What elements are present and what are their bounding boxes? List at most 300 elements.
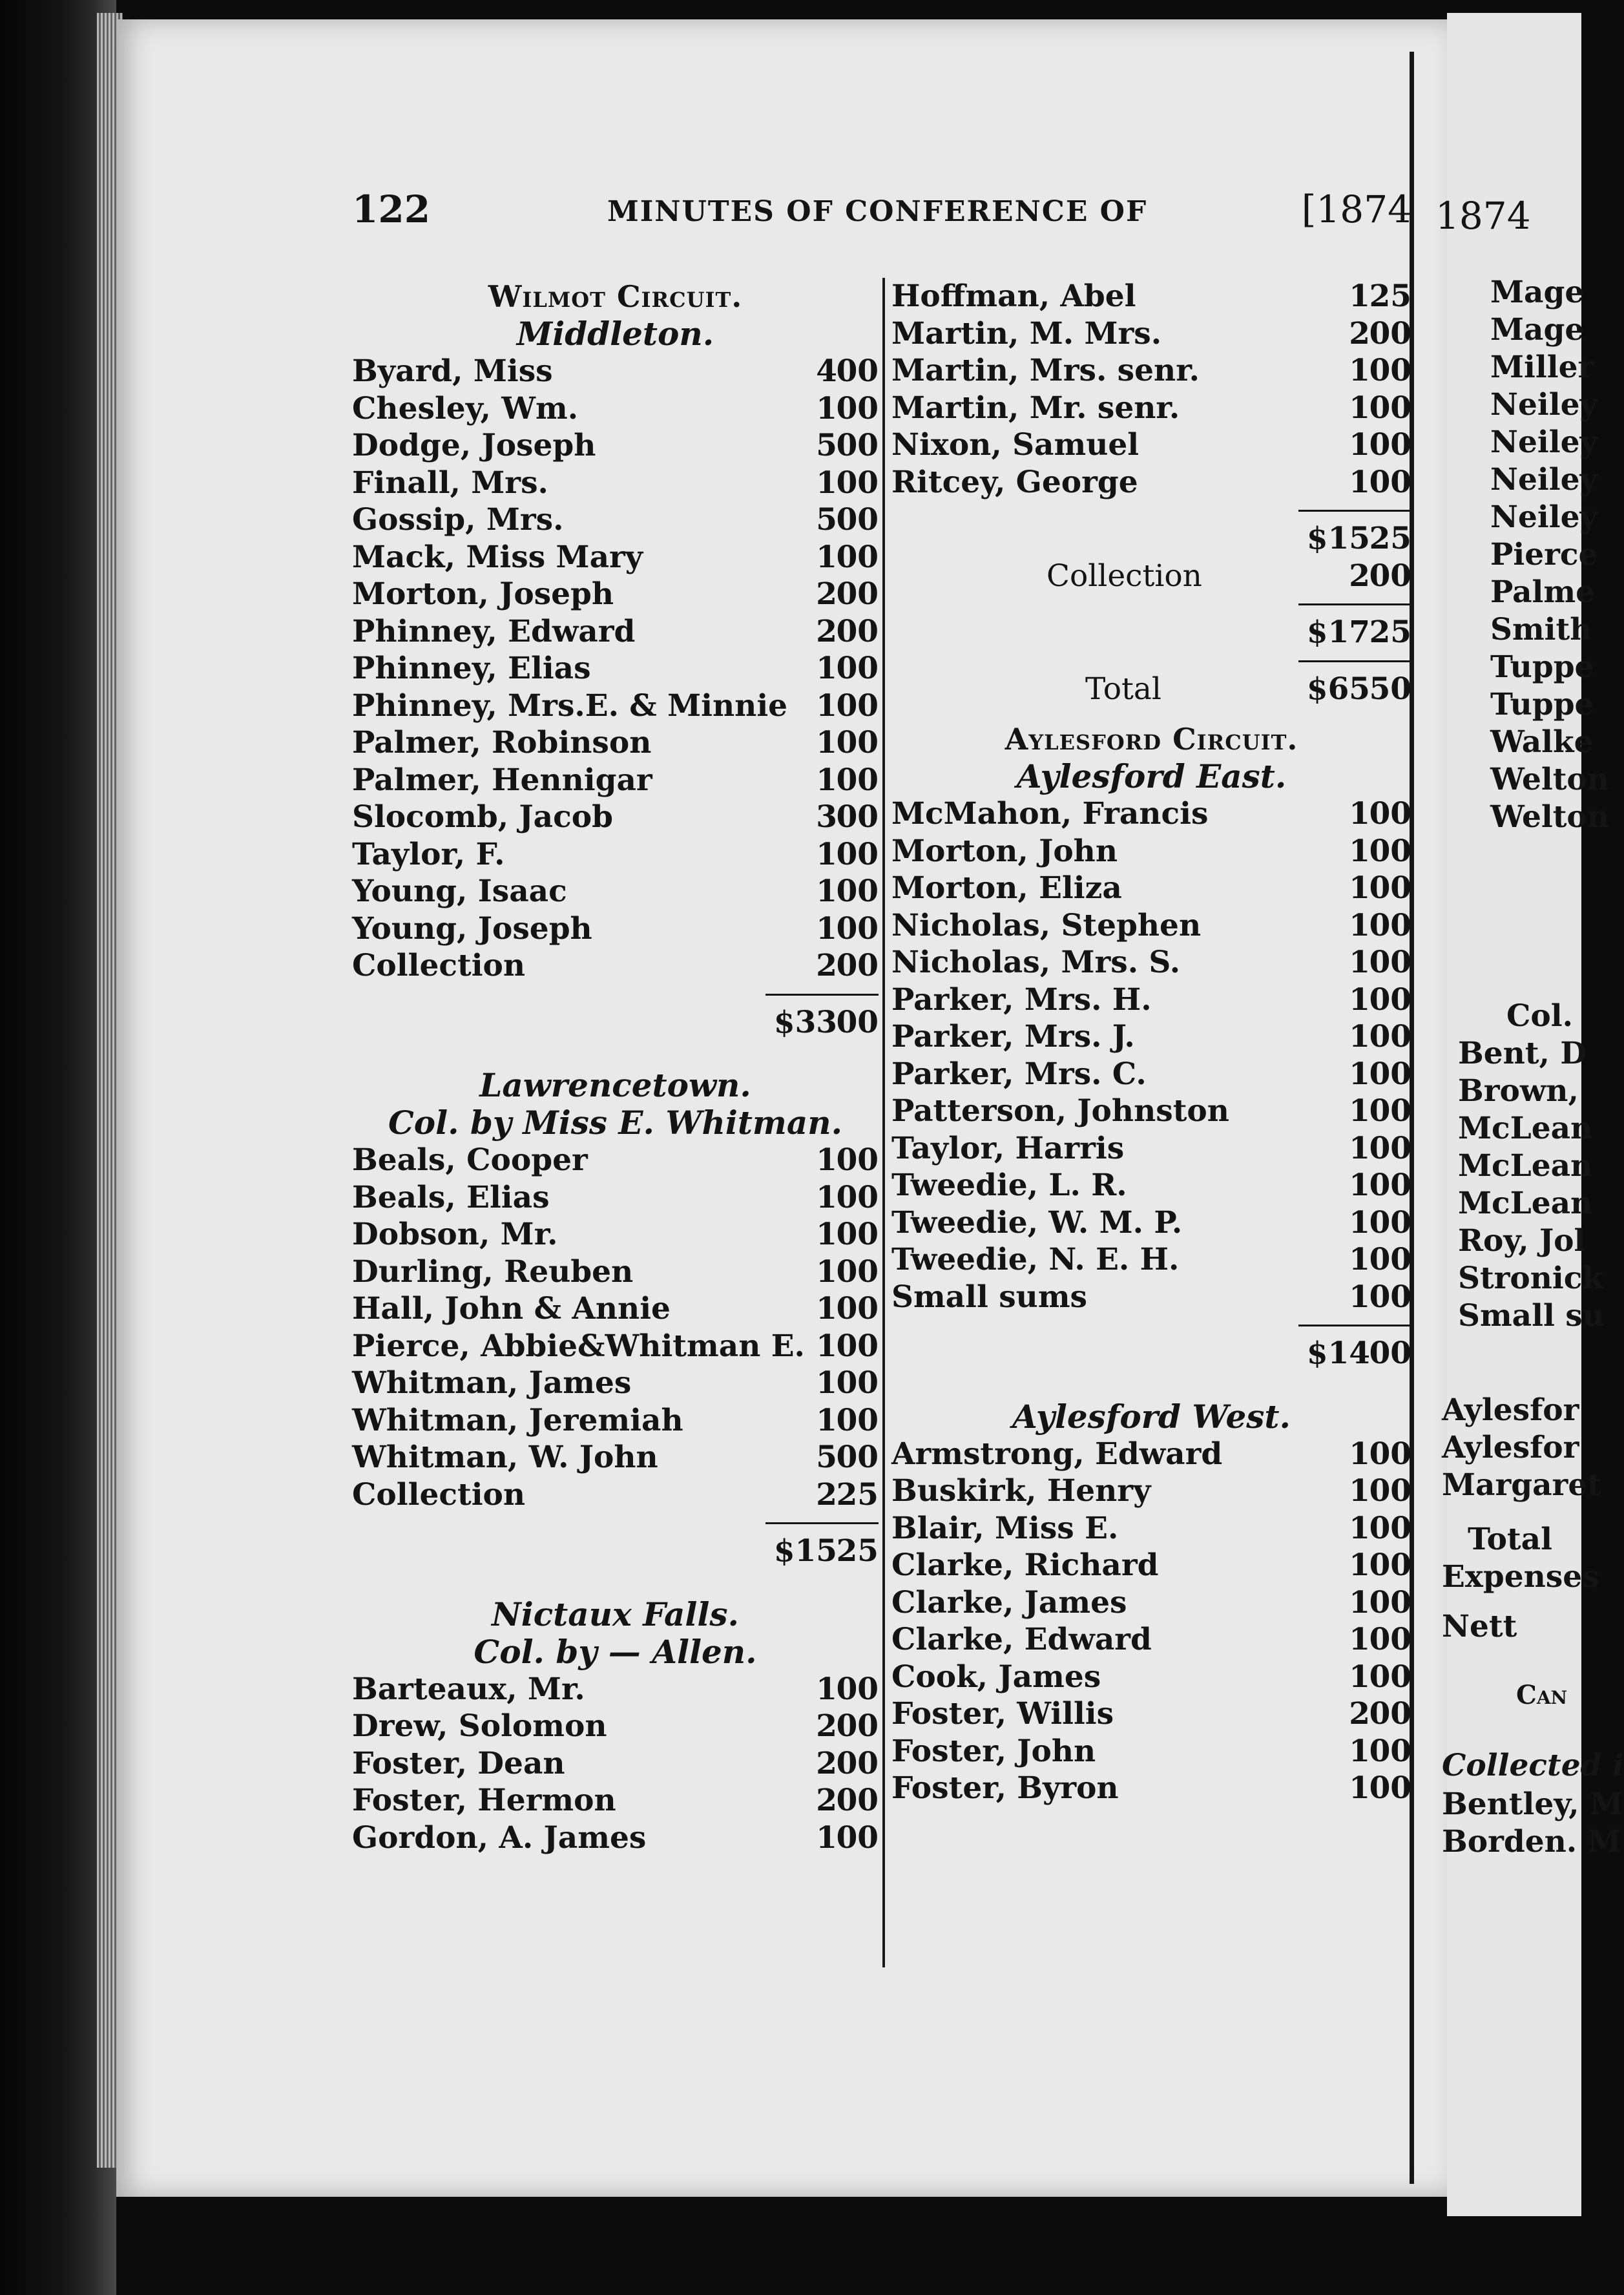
column-right — [891, 278, 1411, 1807]
amount-dollars: 5 — [816, 428, 837, 463]
facing-page-line: Neiley — [1490, 499, 1598, 535]
middleton-list — [352, 353, 879, 985]
amount-cents: 00 — [836, 1253, 879, 1290]
running-title: MINUTES OF CONFERENCE OF — [607, 195, 1148, 228]
section-total: $14 00 — [1306, 1336, 1411, 1371]
amount-cents: 00 — [836, 1819, 879, 1856]
contributor-name: Phinney, Mrs.E. & Minnie — [352, 687, 788, 724]
amount-dollars: 2 — [816, 1783, 837, 1818]
amount-cents: 00 — [1369, 390, 1411, 426]
facing-page-year: 1874 — [1435, 194, 1531, 238]
amount-dollars: 2 — [816, 1745, 837, 1781]
list-item — [352, 539, 879, 576]
collection-row: Collection 2 00 — [1046, 558, 1411, 594]
amount-cents: 00 — [1369, 1242, 1411, 1277]
amount-cents: 00 — [1369, 945, 1411, 980]
list-item — [891, 1695, 1411, 1733]
facing-page-line: Bentley, M — [1442, 1787, 1623, 1822]
list-item — [891, 944, 1411, 981]
contributor-name: Collection — [352, 948, 526, 983]
contributor-name: Palmer, Robinson — [352, 725, 652, 760]
amount-cents: 00 — [1369, 1547, 1411, 1583]
facing-page-line: Can — [1516, 1680, 1568, 1710]
aylesford-east-list — [891, 795, 1411, 1315]
contributor-name: Dodge, Joseph — [352, 428, 596, 463]
amount-cents: 00 — [836, 874, 879, 909]
amount-cents: 00 — [1369, 1770, 1411, 1806]
amount-dollars: 1 — [816, 687, 837, 724]
amount-dollars: 1 — [1349, 427, 1370, 463]
amount-cents: 00 — [836, 502, 879, 538]
contributor-name: Whitman, Jeremiah — [352, 1402, 683, 1438]
list-item — [891, 1018, 1411, 1056]
amount-cents: 00 — [836, 390, 879, 426]
section-total: $33 00 — [773, 1004, 879, 1040]
amount-cents: 00 — [836, 1783, 879, 1818]
amount-dollars: 1 — [1349, 945, 1370, 980]
amount-dollars: 1 — [1349, 833, 1370, 869]
list-item — [891, 1584, 1411, 1622]
amount-dollars: 1 — [816, 874, 837, 909]
contributor-name: Whitman, James — [352, 1365, 632, 1401]
amount-dollars: 1 — [816, 1142, 837, 1178]
contributor-name: Cook, James — [891, 1659, 1101, 1695]
contributor-name: Foster, John — [891, 1733, 1096, 1769]
amount-cents: 00 — [1369, 1056, 1411, 1092]
contributor-name: Phinney, Elias — [352, 651, 591, 686]
list-item — [352, 1782, 879, 1819]
list-item — [352, 465, 879, 502]
amount-dollars: 1 — [816, 1671, 837, 1707]
amount-cents: 00 — [836, 725, 879, 760]
amount-dollars: 1 — [816, 390, 837, 426]
amount-cents: 00 — [1369, 1696, 1411, 1732]
facing-page-line: McLean — [1458, 1148, 1593, 1184]
contributor-name: Tweedie, N. E. H. — [891, 1242, 1180, 1277]
facing-page-line: Welton — [1490, 762, 1609, 797]
amount-cents: 00 — [1369, 870, 1411, 906]
continued-list — [891, 278, 1411, 501]
facing-page-line: Stronick — [1458, 1261, 1603, 1296]
amount-dollars: 1 — [1349, 1622, 1370, 1657]
amount-cents: 00 — [836, 1745, 879, 1781]
facing-page-line: Neiley — [1490, 387, 1598, 423]
section-heading: Aylesford East. — [1016, 757, 1287, 795]
contributor-name: Ritcey, George — [891, 464, 1138, 500]
amount-cents: 00 — [1369, 1130, 1411, 1166]
amount-cents: 00 — [1369, 1436, 1411, 1472]
list-item — [352, 427, 879, 465]
contributor-name: Collection — [352, 1476, 526, 1513]
facing-page-line: Tuppe — [1490, 649, 1594, 685]
contributor-name: Young, Isaac — [352, 874, 567, 909]
contributor-name: Taylor, F. — [352, 836, 505, 872]
amount-cents: 00 — [836, 576, 879, 612]
lawrencetown-list — [352, 1142, 879, 1513]
contributor-name: Parker, Mrs. H. — [891, 981, 1152, 1018]
amount-dollars: 1 — [1349, 1204, 1370, 1241]
amount-cents: 00 — [836, 1365, 879, 1401]
amount-dollars: 2 — [816, 1708, 837, 1744]
contributor-name: Young, Joseph — [352, 910, 592, 947]
amount-cents: 00 — [836, 1291, 879, 1326]
list-item — [891, 1659, 1411, 1696]
facing-page-line: McLean — [1458, 1186, 1593, 1221]
section-heading: Lawrencetown. — [479, 1066, 751, 1104]
page-header — [352, 187, 1411, 239]
amount-dollars: 1 — [816, 1328, 837, 1364]
list-item — [352, 724, 879, 762]
amount-cents: 00 — [836, 1402, 879, 1438]
list-item — [891, 1056, 1411, 1093]
amount-dollars: 1 — [1349, 1733, 1370, 1769]
contributor-name: Drew, Solomon — [352, 1708, 607, 1744]
list-item — [352, 1216, 879, 1253]
amount-dollars: 1 — [816, 725, 837, 760]
facing-page-line: Total — [1468, 1522, 1552, 1557]
amount-cents: 00 — [836, 762, 879, 798]
list-item — [352, 1290, 879, 1328]
contributor-name: Foster, Dean — [352, 1745, 565, 1781]
list-item — [891, 1167, 1411, 1204]
circuit-heading: Wilmot Circuit. — [488, 279, 743, 314]
contributor-name: Nicholas, Stephen — [891, 907, 1202, 943]
facing-page-line: Palme — [1490, 574, 1596, 610]
amount-dollars: 2 — [816, 613, 837, 649]
amount-cents: 00 — [836, 465, 879, 501]
list-item — [891, 426, 1411, 464]
amount-dollars: 1 — [816, 539, 837, 575]
list-item — [891, 1733, 1411, 1770]
header-year: [1874 — [1301, 187, 1411, 231]
page-number: 122 — [352, 187, 431, 231]
contributor-name: Tweedie, W. M. P. — [891, 1204, 1183, 1241]
contributor-name: Tweedie, L. R. — [891, 1168, 1127, 1203]
list-item — [352, 687, 879, 725]
contributor-name: Clarke, Richard — [891, 1547, 1159, 1583]
amount-cents: 00 — [836, 948, 879, 983]
amount-cents: 00 — [836, 613, 879, 649]
amount-cents: 00 — [1369, 981, 1411, 1018]
amount-dollars: 1 — [816, 1402, 837, 1438]
sum-rule — [891, 594, 1411, 614]
amount-dollars: 1 — [1349, 1547, 1370, 1583]
amount-dollars: 1 — [1349, 278, 1370, 314]
amount-cents: 00 — [1369, 1168, 1411, 1203]
amount-dollars: 2 — [1349, 1696, 1370, 1732]
list-item — [891, 907, 1411, 945]
contributor-name: Armstrong, Edward — [891, 1436, 1223, 1472]
list-item — [352, 762, 879, 799]
amount-dollars: 1 — [1349, 1279, 1370, 1315]
amount-cents: 00 — [836, 836, 879, 872]
contributor-name: Mack, Miss Mary — [352, 539, 643, 575]
amount-cents: 25 — [1369, 278, 1411, 314]
amount-dollars: 2 — [816, 1476, 837, 1513]
amount-cents: 00 — [836, 539, 879, 575]
facing-page-line: Miller — [1490, 350, 1594, 385]
circuit-heading: Aylesford Circuit. — [1005, 722, 1298, 757]
contributor-name: Parker, Mrs. J. — [891, 1019, 1135, 1054]
facing-page-line: McLean — [1458, 1111, 1593, 1146]
facing-page-line: Small su — [1458, 1298, 1605, 1334]
amount-dollars: 1 — [816, 1253, 837, 1290]
facing-page-line: Pierce — [1490, 537, 1598, 572]
section-total: $15 25 — [773, 1533, 879, 1569]
amount-cents: 00 — [836, 1440, 879, 1475]
list-item — [891, 1130, 1411, 1168]
list-item — [352, 613, 879, 651]
amount-dollars: 1 — [816, 1365, 837, 1401]
list-item — [352, 947, 879, 985]
amount-dollars: 1 — [1349, 1056, 1370, 1092]
amount-cents: 00 — [836, 1328, 879, 1364]
amount-dollars: 1 — [816, 1291, 837, 1326]
column-rule — [882, 278, 885, 1967]
contributor-name: Whitman, W. John — [352, 1440, 658, 1475]
facing-page-line: Collected i — [1442, 1748, 1624, 1783]
facing-page-line: Neiley — [1490, 462, 1598, 498]
list-item — [891, 1472, 1411, 1510]
contributor-name: Gossip, Mrs. — [352, 502, 564, 538]
contributor-name: Clarke, Edward — [891, 1622, 1152, 1657]
collector-line: Col. by — Allen. — [474, 1632, 757, 1671]
contributor-name: Nixon, Samuel — [891, 427, 1140, 463]
amount-cents: 00 — [1369, 427, 1411, 463]
amount-cents: 00 — [836, 1142, 879, 1178]
amount-dollars: 1 — [1349, 1473, 1370, 1509]
contributor-name: Hall, John & Annie — [352, 1291, 671, 1326]
amount-dollars: 1 — [1349, 796, 1370, 832]
amount-dollars: 1 — [1349, 1436, 1370, 1472]
amount-dollars: 1 — [1349, 464, 1370, 500]
facing-page-line: Margaret — [1442, 1467, 1601, 1503]
facing-page-line: Nett — [1442, 1609, 1517, 1644]
amount-cents: 00 — [1369, 1622, 1411, 1657]
amount-cents: 00 — [836, 687, 879, 724]
amount-dollars: 1 — [816, 651, 837, 686]
amount-dollars: 1 — [1349, 1093, 1370, 1129]
list-item — [891, 464, 1411, 501]
contributor-name: Morton, Joseph — [352, 576, 614, 612]
list-item — [352, 836, 879, 874]
amount-dollars: 1 — [1349, 1770, 1370, 1806]
amount-cents: 00 — [836, 1708, 879, 1744]
amount-dollars: 1 — [1349, 1242, 1370, 1277]
list-item — [891, 1279, 1411, 1316]
subtotal: $15 25 — [1306, 521, 1411, 556]
section-heading: Nictaux Falls. — [492, 1595, 739, 1633]
amount-cents: 00 — [1369, 464, 1411, 500]
contributor-name: Martin, M. Mrs. — [891, 315, 1162, 351]
amount-dollars: 3 — [816, 799, 837, 835]
contributor-name: Palmer, Hennigar — [352, 762, 652, 798]
contributor-name: Pierce, Abbie&Whitman E. — [352, 1328, 805, 1364]
amount-dollars: 1 — [1349, 907, 1370, 943]
contributor-name: Barteaux, Mr. — [352, 1671, 585, 1707]
list-item — [891, 1241, 1411, 1279]
amount-dollars: 1 — [816, 1179, 837, 1215]
list-item — [352, 1671, 879, 1708]
amount-cents: 00 — [1369, 796, 1411, 832]
amount-cents: 00 — [1369, 1019, 1411, 1054]
amount-cents: 00 — [1369, 1473, 1411, 1509]
list-item — [891, 352, 1411, 390]
amount-dollars: 1 — [1349, 390, 1370, 426]
amount-cents: 00 — [1369, 1659, 1411, 1695]
list-item — [891, 1621, 1411, 1659]
amount-dollars: 1 — [1349, 1659, 1370, 1695]
sum-rule — [352, 985, 879, 1004]
amount-cents: 00 — [1369, 1093, 1411, 1129]
amount-dollars: 1 — [1349, 981, 1370, 1018]
amount-cents: 00 — [1369, 1584, 1411, 1620]
amount-dollars: 1 — [816, 836, 837, 872]
list-item — [891, 1436, 1411, 1473]
contributor-name: Slocomb, Jacob — [352, 799, 613, 835]
amount-cents: 00 — [1369, 833, 1411, 869]
amount-dollars: 1 — [1349, 1510, 1370, 1546]
list-item — [352, 501, 879, 539]
amount-dollars: 1 — [1349, 1130, 1370, 1166]
collector-line: Col. by Miss E. Whitman. — [388, 1104, 842, 1142]
facing-page-line: Roy, Jol — [1458, 1223, 1586, 1259]
grand-total-row: Total $65 50 — [1085, 671, 1411, 707]
contributor-name: Dobson, Mr. — [352, 1217, 558, 1252]
amount-dollars: 1 — [1349, 1168, 1370, 1203]
list-item — [891, 390, 1411, 427]
contributor-name: Foster, Hermon — [352, 1783, 616, 1818]
contributor-name: Blair, Miss E. — [891, 1510, 1119, 1546]
list-item — [352, 1476, 879, 1514]
amount-cents: 00 — [1369, 1204, 1411, 1241]
list-item — [352, 390, 879, 428]
amount-cents: 00 — [1369, 353, 1411, 388]
sum-rule — [891, 501, 1411, 520]
amount-dollars: 1 — [1349, 1584, 1370, 1620]
section-heading: Aylesford West. — [1012, 1397, 1291, 1436]
list-item — [352, 1745, 879, 1783]
amount-cents: 00 — [1369, 315, 1411, 351]
list-item — [352, 799, 879, 836]
amount-dollars: 1 — [816, 1217, 837, 1252]
list-item — [891, 795, 1411, 833]
amount-cents: 00 — [836, 910, 879, 947]
list-item — [352, 1365, 879, 1402]
contributor-name: Beals, Cooper — [352, 1142, 588, 1178]
contributor-name: Chesley, Wm. — [352, 390, 579, 426]
contributor-name: Patterson, Johnston — [891, 1093, 1229, 1129]
list-item — [352, 910, 879, 948]
contributor-name: Durling, Reuben — [352, 1253, 634, 1290]
contributor-name: Finall, Mrs. — [352, 465, 548, 501]
list-item — [352, 873, 879, 910]
facing-page-line: Neiley — [1490, 424, 1598, 460]
amount-cents: 00 — [1369, 1733, 1411, 1769]
list-item — [891, 981, 1411, 1019]
facing-page-line: Bent, D — [1458, 1036, 1587, 1071]
list-item — [891, 1547, 1411, 1584]
amount-dollars: 2 — [1349, 315, 1370, 351]
list-item — [891, 315, 1411, 353]
list-item — [352, 1142, 879, 1179]
aylesford-west-list — [891, 1436, 1411, 1807]
list-item — [891, 1770, 1411, 1807]
contributor-name: Morton, John — [891, 833, 1118, 869]
facing-page-line: Brown, — [1458, 1073, 1579, 1109]
facing-page-line: Mage — [1490, 275, 1585, 310]
amount-dollars: 1 — [816, 762, 837, 798]
amount-cents: 00 — [1369, 907, 1411, 943]
contributor-name: Beals, Elias — [352, 1179, 550, 1215]
contributor-name: Foster, Willis — [891, 1696, 1114, 1732]
amount-dollars: 1 — [816, 1819, 837, 1856]
amount-cents: 00 — [836, 1179, 879, 1215]
amount-cents: 25 — [836, 1476, 879, 1513]
amount-cents: 00 — [836, 651, 879, 686]
sum-rule — [891, 1315, 1411, 1335]
amount-dollars: 4 — [816, 353, 837, 389]
amount-cents: 00 — [836, 799, 879, 835]
facing-page-line: Smith — [1490, 612, 1592, 647]
list-item — [891, 870, 1411, 907]
amount-dollars: 5 — [816, 1440, 837, 1475]
contributor-name: Gordon, A. James — [352, 1819, 647, 1856]
list-item — [352, 650, 879, 687]
facing-page-line: Expenses — [1442, 1559, 1599, 1595]
list-item — [352, 1179, 879, 1217]
amount-dollars: 1 — [1349, 870, 1370, 906]
contributor-name: Nicholas, Mrs. S. — [891, 945, 1181, 980]
amount-cents: 00 — [836, 1671, 879, 1707]
list-item — [352, 1708, 879, 1745]
amount-cents: 00 — [1369, 1279, 1411, 1315]
contributor-name: Hoffman, Abel — [891, 278, 1136, 314]
list-item — [352, 1328, 879, 1365]
sum-rule — [352, 1513, 879, 1533]
amount-dollars: 1 — [1349, 353, 1370, 388]
facing-page-line: Welton — [1490, 799, 1609, 835]
contributor-name: Clarke, James — [891, 1584, 1127, 1620]
list-item — [352, 576, 879, 613]
facing-page-line: Walke — [1490, 724, 1594, 760]
contributor-name: Phinney, Edward — [352, 613, 636, 649]
facing-page-line: Borden. M — [1442, 1824, 1621, 1860]
sum-rule — [891, 651, 1411, 671]
list-item — [891, 1204, 1411, 1242]
contributor-name: Martin, Mrs. senr. — [891, 353, 1200, 388]
list-item — [891, 278, 1411, 315]
amount-dollars: 5 — [816, 502, 837, 538]
facing-page-line: Aylesfor — [1442, 1392, 1579, 1428]
list-item — [891, 1093, 1411, 1130]
list-item — [352, 1819, 879, 1857]
amount-dollars: 1 — [816, 465, 837, 501]
contributor-name: Small sums — [891, 1279, 1088, 1315]
amount-dollars: 2 — [816, 576, 837, 612]
contributor-name: Parker, Mrs. C. — [891, 1056, 1147, 1092]
column-left — [352, 278, 879, 1856]
facing-page-line: Tuppe — [1490, 687, 1594, 722]
list-item — [891, 1510, 1411, 1547]
contributor-name: Foster, Byron — [891, 1770, 1119, 1806]
list-item — [352, 1402, 879, 1440]
amount-cents: 00 — [836, 353, 879, 389]
nictaux-falls-list — [352, 1671, 879, 1857]
list-item — [891, 833, 1411, 870]
contributor-name: McMahon, Francis — [891, 796, 1209, 832]
contributor-name: Buskirk, Henry — [891, 1473, 1151, 1509]
